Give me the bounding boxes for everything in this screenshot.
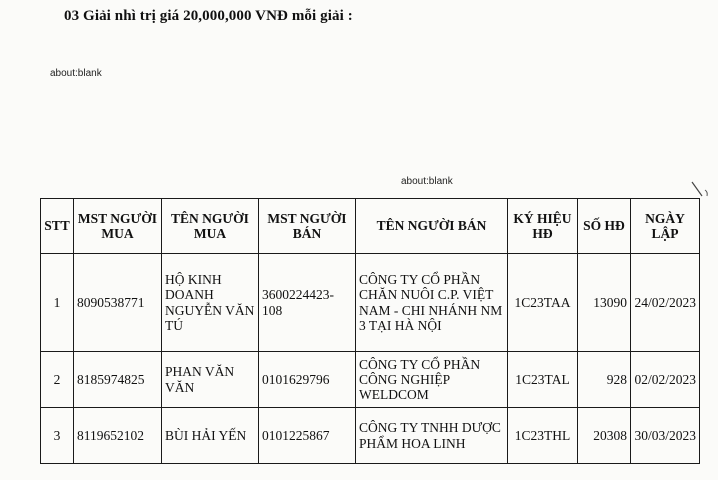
- row-issue-date: 30/03/2023: [631, 408, 700, 464]
- row-buyer-name: PHAN VĂN VĂN: [162, 352, 259, 408]
- row-stt: 3: [41, 408, 74, 464]
- table-row: [41, 254, 700, 352]
- header-buyer-tax-id: MST NGƯỜI MUA: [74, 199, 162, 254]
- table-row: [41, 408, 700, 464]
- header-seller-name: TÊN NGƯỜI BÁN: [356, 199, 508, 254]
- row-invoice-symbol: 1C23THL: [508, 408, 578, 464]
- header-stt: STT: [41, 199, 74, 254]
- row-seller-tax-id: 3600224423-108: [259, 254, 356, 352]
- row-buyer-name: HỘ KINH DOANH NGUYỄN VĂN TÚ: [162, 254, 259, 352]
- row-invoice-number: 928: [578, 352, 631, 408]
- table-row: [41, 352, 700, 408]
- header-buyer-name: TÊN NGƯỜI MUA: [162, 199, 259, 254]
- row-invoice-symbol: 1C23TAA: [508, 254, 578, 352]
- header-issue-date: NGÀY LẬP: [631, 199, 700, 254]
- row-seller-tax-id: 0101225867: [259, 408, 356, 464]
- row-stt: 2: [41, 352, 74, 408]
- row-seller-name: CÔNG TY CỔ PHẦN CÔNG NGHIỆP WELDCOM: [356, 352, 508, 408]
- row-seller-name: CÔNG TY CỔ PHẦN CHĂN NUÔI C.P. VIỆT NAM - CHI NHÁNH NM 3 TẠI HÀ NỘI: [356, 254, 508, 352]
- prize-winners-table: [40, 198, 700, 464]
- row-buyer-tax-id: 8119652102: [74, 408, 162, 464]
- header-invoice-number: SỐ HĐ: [578, 199, 631, 254]
- section-heading: 03 Giải nhì trị giá 20,000,000 VNĐ mỗi giải :: [64, 8, 353, 24]
- page-header-url: about:blank: [50, 68, 102, 79]
- row-buyer-name: BÙI HẢI YẾN: [162, 408, 259, 464]
- row-buyer-tax-id: 8090538771: [74, 254, 162, 352]
- row-issue-date: 02/02/2023: [631, 352, 700, 408]
- row-stt: 1: [41, 254, 74, 352]
- table-header-row: [41, 199, 700, 254]
- row-invoice-symbol: 1C23TAL: [508, 352, 578, 408]
- header-invoice-symbol: KÝ HIỆU HĐ: [508, 199, 578, 254]
- page-header-url: about:blank: [401, 176, 453, 187]
- row-issue-date: 24/02/2023: [631, 254, 700, 352]
- row-buyer-tax-id: 8185974825: [74, 352, 162, 408]
- row-invoice-number: 20308: [578, 408, 631, 464]
- row-seller-name: CÔNG TY TNHH DƯỢC PHẨM HOA LINH: [356, 408, 508, 464]
- row-seller-tax-id: 0101629796: [259, 352, 356, 408]
- row-invoice-number: 13090: [578, 254, 631, 352]
- header-seller-tax-id: MST NGƯỜI BÁN: [259, 199, 356, 254]
